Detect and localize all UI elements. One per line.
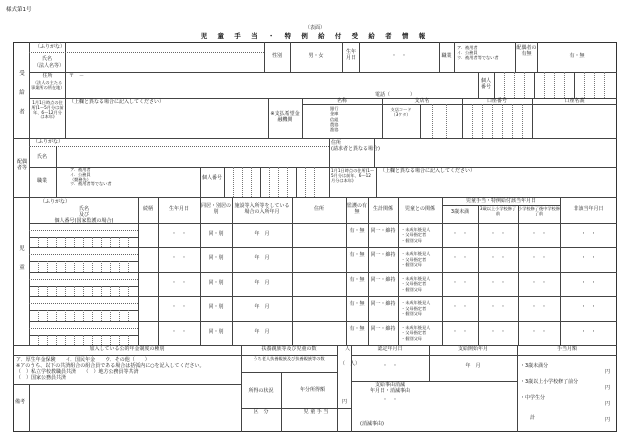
child-cat1-date[interactable]: ・ ・: [452, 328, 468, 335]
child-header-cat2: 3歳以上小学校修了前: [479, 206, 517, 216]
child-livelihood[interactable]: 同一・維持: [370, 228, 396, 234]
child-livelihood[interactable]: 同一・維持: [370, 252, 396, 259]
spouse-address-label: 住所 (請求者と異なる場合): [331, 140, 380, 152]
child-personal-number-cell: [47, 310, 48, 320]
child-header-relationship: 児童との関係: [404, 206, 435, 212]
income-amount-label: 年分所得額: [300, 387, 326, 393]
payment-ending-label: 支給事由消滅 年月日・消滅事由: [369, 382, 410, 394]
child-header-furigana: （ふりがな）: [40, 199, 71, 205]
allowance-3-to-elem: ・3歳以上小学校修了前分: [520, 379, 579, 385]
payment-start-value[interactable]: 年 月: [465, 363, 481, 369]
recipient-personal-number-label: 個人番号: [480, 78, 491, 90]
child-header-cat3: 小学校修了後中学校修了前: [518, 206, 560, 216]
child-birthdate[interactable]: ・ ・: [171, 255, 187, 262]
child-personal-number-cell: [110, 310, 111, 320]
child-personal-number-cell: [128, 261, 129, 271]
child-furigana-line: [29, 303, 138, 304]
spouse-personal-number-label: 個人番号: [201, 175, 222, 181]
child-cat2-date[interactable]: ・ ・: [490, 304, 506, 311]
child-personal-number-cell: [92, 261, 93, 271]
form-number: 様式第1号: [6, 7, 32, 13]
child-cat3-date[interactable]: ・ ・: [531, 255, 547, 262]
child-header-category: 児童手当・特例給付該当年月日: [465, 198, 536, 204]
child-personal-number-cell: [92, 310, 93, 320]
bank-header-account: 口座番号: [486, 98, 507, 104]
child-birthdate[interactable]: ・ ・: [171, 328, 187, 335]
income-label: 所得の状況: [248, 388, 274, 394]
child-custody[interactable]: 有・無: [349, 325, 365, 332]
allowance-total: 計: [530, 415, 536, 421]
spouse-jan1-label: 1月1日時点の住所(1～5月分は前年、6～12月分は本年): [331, 168, 375, 183]
child-personal-number-cell: [74, 310, 75, 320]
bank-header-holder: 口座名義: [564, 98, 585, 104]
notes-field[interactable]: [30, 385, 240, 431]
child-livelihood[interactable]: 同一・維持: [370, 276, 396, 283]
child-personal-number-cell: [101, 335, 102, 345]
child-header-address: 住所: [313, 206, 324, 212]
pension-line4[interactable]: （ ）国家公務員共済: [16, 375, 67, 381]
child-custody[interactable]: 有・無: [349, 276, 365, 283]
child-personal-number-cell: [83, 261, 84, 271]
child-relationship[interactable]: ・未成年後見人 ・父母指定者 ・個別父母: [401, 251, 431, 268]
recipient-furigana-label: （ふりがな）: [35, 44, 66, 50]
birthdate-label: 生年月日: [345, 49, 356, 61]
child-cat1-date[interactable]: ・ ・: [452, 255, 468, 262]
child-personal-number-cell: [38, 261, 39, 271]
yen-total: 円: [605, 417, 611, 423]
elderly-value[interactable]: （ 人）: [340, 361, 361, 367]
postal-mark[interactable]: 〒 －: [69, 73, 85, 79]
child-separate[interactable]: 同・別: [208, 279, 224, 286]
child-personal-number-cell: [128, 310, 129, 320]
child-custody[interactable]: 有・無: [349, 301, 365, 308]
child-personal-number-cell: [119, 310, 120, 320]
child-cat1-date[interactable]: ・ ・: [452, 279, 468, 286]
child-personal-number-cell: [128, 237, 129, 247]
child-personal-number-cell: [47, 261, 48, 271]
child-personal-number-cell: [92, 286, 93, 296]
branch-code-label: 支店コード （3ケタ）: [390, 107, 412, 117]
child-custody[interactable]: 有・無: [349, 252, 365, 259]
child-separate[interactable]: 同・別: [208, 231, 224, 237]
child-personal-number-cell: [47, 335, 48, 345]
child-personal-number-cell: [74, 261, 75, 271]
elderly-label: うち老人扶養親族及び扶養親族等の数: [253, 356, 325, 361]
child-cat2-date[interactable]: ・ ・: [490, 255, 506, 262]
cert-date-value[interactable]: ・ ・: [382, 363, 398, 369]
child-personal-number-cell: [56, 310, 57, 320]
child-personal-number-cell: [110, 335, 111, 345]
child-header-disqualify: 非該当年月日: [573, 206, 604, 212]
juminhyo-label: 1月1日時点の住所(1～5月分は前年、6～12月分は本年): [31, 100, 64, 120]
child-relationship[interactable]: ・未成年後見人 ・父母指定者 ・個別父母: [401, 324, 431, 341]
address-sub: （法人の主たる事業所の所在地）: [31, 80, 65, 90]
bank-types[interactable]: 銀行 金庫 信組 農協 漁協: [330, 106, 339, 132]
pension-line1[interactable]: ア．厚生年金保険 イ．国民年金 ウ．その他（ ）: [16, 357, 150, 363]
child-livelihood[interactable]: 同一・維持: [370, 325, 396, 332]
child-livelihood[interactable]: 同一・維持: [370, 301, 396, 308]
recipient-name-label: 氏名: [42, 56, 53, 62]
child-personal-number-cell: [119, 335, 120, 345]
cert-date-label: 認定年月日: [377, 346, 403, 352]
child-facility-month[interactable]: 年 月: [254, 255, 270, 262]
child-cat2-date[interactable]: ・ ・: [490, 328, 506, 335]
child-personal-number-cell: [38, 335, 39, 345]
spouse-section-label: 配偶者等: [16, 159, 27, 171]
recipient-name-sub: （法人名等）: [34, 63, 65, 69]
child-header-birthdate: 生年月日: [168, 206, 189, 212]
child-personal-number-cell: [110, 237, 111, 247]
children-count-label: 扶養親族等及び児童の数: [261, 346, 317, 352]
recipient-name-field[interactable]: [66, 53, 264, 72]
child-personal-number-cell: [65, 286, 66, 296]
child-facility-month[interactable]: 年 月: [254, 279, 270, 286]
child-personal-number-cell: [83, 237, 84, 247]
child-disqualify-date[interactable]: ・ ・: [580, 304, 596, 311]
child-personal-number-cell: [47, 286, 48, 296]
spouse-furigana-label: （ふりがな）: [33, 139, 64, 145]
child-separate[interactable]: 同・別: [208, 255, 224, 262]
pension-line2: ※アのうち、以下の共済組合の組合員である場合は括弧内に○を記入してください。: [16, 363, 205, 369]
child-cat2-date[interactable]: ・ ・: [490, 279, 506, 286]
child-furigana-line: [29, 328, 138, 329]
child-separate[interactable]: 同・別: [208, 328, 224, 335]
child-personal-number-cell: [101, 261, 102, 271]
child-furigana-line: [29, 230, 138, 231]
child-header-name: 氏名 及び 個人番号(国家監護の場合): [54, 206, 114, 224]
child-furigana-line: [29, 254, 138, 255]
spouse-value[interactable]: 有・無: [569, 53, 585, 59]
child-personal-number-cell: [47, 237, 48, 247]
category-label: 区 分: [253, 409, 269, 415]
child-personal-number-cell: [38, 286, 39, 296]
child-separate[interactable]: 同・別: [208, 304, 224, 311]
child-disqualify-date[interactable]: ・ ・: [580, 279, 596, 286]
child-personal-number-cell: [38, 237, 39, 247]
child-row-divider: [29, 296, 617, 297]
child-personal-number-cell: [56, 286, 57, 296]
child-personal-number-cell: [101, 310, 102, 320]
child-personal-number-cell: [74, 237, 75, 247]
spouse-jan1-note: （上欄と異なる場合に記入してください）: [380, 168, 476, 174]
child-personal-number-cell: [56, 237, 57, 247]
child-cat3-date[interactable]: ・ ・: [531, 328, 547, 335]
allowance-middle: ・中学生分: [520, 395, 546, 401]
child-relationship[interactable]: ・未成年後見人 ・父母指定者 ・個別父母: [401, 300, 431, 317]
child-header-separate: 同居・別居の別: [201, 203, 232, 215]
child-personal-number-cell: [101, 286, 102, 296]
child-cat1-date[interactable]: ・ ・: [452, 304, 468, 311]
form-title: 児 童 手 当 ・ 特 例 給 付 受 給 者 情 報: [200, 32, 430, 40]
yen-1: 円: [605, 369, 611, 375]
child-personal-number-cell: [119, 237, 120, 247]
position-label: 職業: [441, 53, 452, 59]
child-personal-number-cell: [83, 286, 84, 296]
child-row-divider: [29, 272, 617, 273]
child-personal-number-cell: [83, 310, 84, 320]
child-personal-number-cell: [110, 261, 111, 271]
pension-line3[interactable]: （ ）私立学校教職員共済 （ ）地方公務員等共済: [16, 369, 139, 375]
child-personal-number-cell: [110, 286, 111, 296]
child-personal-number-cell: [92, 335, 93, 345]
yen-3: 円: [605, 401, 611, 407]
child-personal-number-cell: [65, 261, 66, 271]
child-personal-number-cell: [56, 335, 57, 345]
birthdate-value[interactable]: ・ ・: [391, 53, 407, 59]
reason-label: (消滅事由): [360, 421, 384, 427]
child-facility-month[interactable]: 年 月: [254, 304, 270, 311]
pension-header: 加入している公的年金制度の種別: [89, 346, 165, 352]
child-personal-number-cell: [38, 310, 39, 320]
child-custody[interactable]: 有・無: [349, 228, 365, 234]
spouse-occupation-options[interactable]: ア．被用者 イ．公務員 （勤務先） ウ．被用者等でない者: [70, 167, 112, 187]
category-value: 児 童 手 当: [303, 409, 329, 415]
bank-label: ※支払希望金融機関: [270, 111, 300, 123]
child-header-livelihood: 生計関係: [372, 206, 393, 212]
bank-header-branch: 支店名: [414, 98, 430, 104]
bank-header-name: 名称: [336, 98, 347, 104]
position-options[interactable]: ア．被用者 イ．公務員 ウ．被用者等でない者: [457, 45, 499, 60]
child-personal-number-cell: [119, 286, 120, 296]
child-row-divider: [29, 321, 617, 322]
child-disqualify-date[interactable]: ・ ・: [580, 328, 596, 335]
child-facility-month[interactable]: 年 月: [254, 328, 270, 335]
child-personal-number-cell: [119, 261, 120, 271]
juminhyo-note: （上欄と異なる場合に記入してください）: [69, 99, 165, 105]
payment-start-label: 支給開始年月: [457, 346, 488, 352]
spouse-name-label: 氏名: [37, 154, 48, 160]
child-personal-number-cell: [74, 335, 75, 345]
child-birthdate[interactable]: ・ ・: [171, 279, 187, 286]
child-birthdate[interactable]: ・ ・: [171, 231, 187, 237]
child-facility-month[interactable]: 年 月: [254, 231, 270, 237]
yen-2: 円: [605, 385, 611, 391]
child-personal-number-cell: [65, 310, 66, 320]
child-relationship[interactable]: ・未成年後見人 ・父母指定者 ・個別父母: [401, 227, 431, 243]
gender-value[interactable]: 男・女: [308, 53, 324, 59]
side-label: （表面）: [304, 25, 325, 31]
child-cat3-date[interactable]: ・ ・: [531, 231, 547, 237]
children-section-label: 児 童: [18, 245, 24, 276]
address-label: 住所: [42, 73, 53, 79]
notes-label: 備考: [15, 399, 26, 405]
child-row-divider: [29, 247, 617, 248]
child-cat1-date[interactable]: ・ ・: [452, 231, 468, 237]
payment-ending-value[interactable]: ・ ・: [382, 397, 398, 403]
child-personal-number-cell: [83, 335, 84, 345]
children-count-unit: 人: [345, 346, 351, 352]
child-personal-number-cell: [128, 286, 129, 296]
child-personal-number-cell: [92, 237, 93, 247]
child-header-cat1: 3歳未満: [450, 209, 470, 215]
child-header-relation: 続柄: [142, 206, 153, 212]
child-personal-number-cell: [128, 335, 129, 345]
child-personal-number-cell: [101, 237, 102, 247]
gender-label: 性別: [271, 53, 282, 59]
child-cat2-date[interactable]: ・ ・: [490, 231, 506, 237]
child-personal-number-cell: [65, 237, 66, 247]
child-personal-number-cell: [74, 286, 75, 296]
child-furigana-line: [29, 279, 138, 280]
child-relationship[interactable]: ・未成年後見人 ・父母指定者 ・個別父母: [401, 275, 431, 292]
spouse-occupation-label: 職業: [37, 178, 48, 184]
child-header-facility: 施設等入所等をしている場合の入所年月: [234, 203, 290, 215]
child-disqualify-date[interactable]: ・ ・: [580, 255, 596, 262]
phone-label[interactable]: 電話（ ）: [375, 92, 416, 98]
child-personal-number-cell: [65, 335, 66, 345]
child-personal-number-cell: [56, 261, 57, 271]
spouse-label: 配偶者の有無: [516, 45, 537, 57]
child-disqualify-date[interactable]: ・ ・: [580, 231, 596, 237]
allowance-label: 手当月額: [556, 346, 577, 352]
child-cat3-date[interactable]: ・ ・: [531, 304, 547, 311]
child-header-custody: 監護の有無: [347, 203, 368, 215]
child-cat3-date[interactable]: ・ ・: [531, 279, 547, 286]
child-birthdate[interactable]: ・ ・: [171, 304, 187, 311]
allowance-under3: ・3歳未満分: [520, 363, 549, 369]
recipient-section-label: 受 給 者: [18, 70, 24, 120]
income-unit: 円: [342, 399, 348, 405]
